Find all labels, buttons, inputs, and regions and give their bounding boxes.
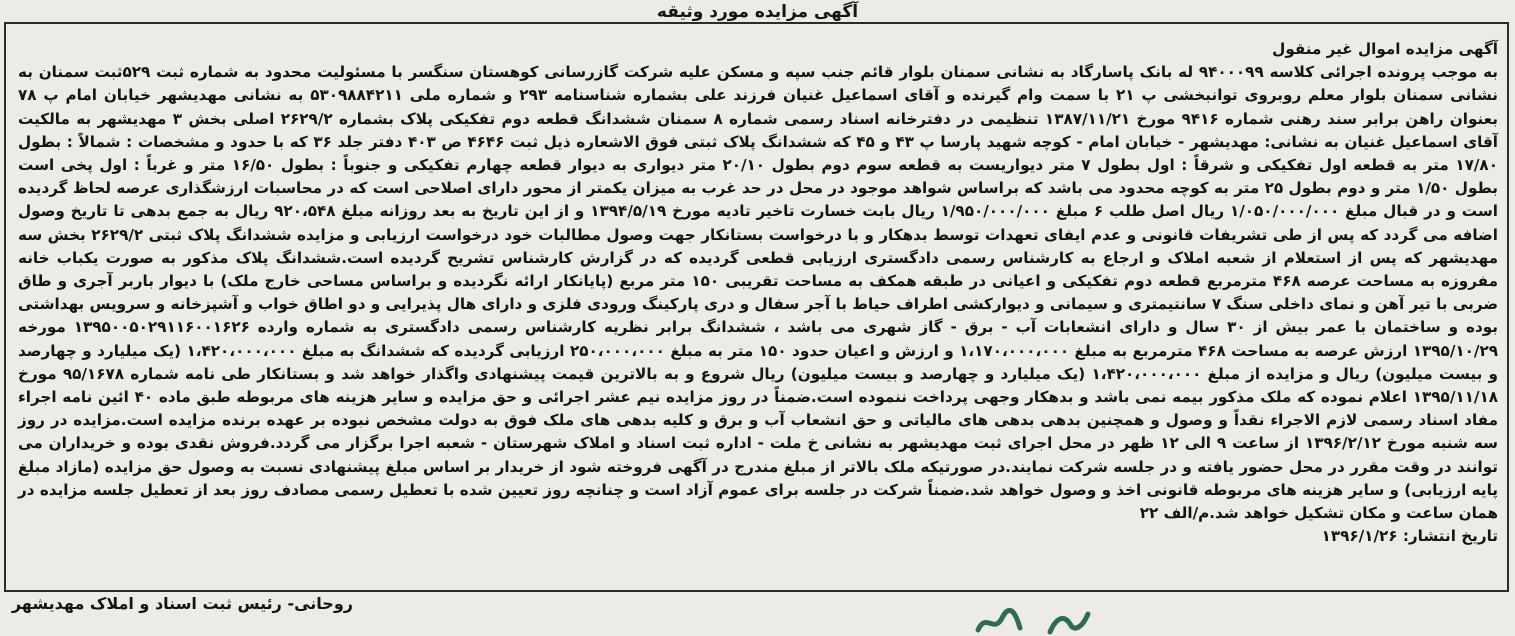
- notice-body: [18, 38, 1498, 548]
- signature-stamp-icon: [972, 604, 1112, 636]
- notice-paragraph: به موجب پرونده اجرائی کلاسه ۹۴۰۰۰۹۹ له بانک پاسارگاد به نشانی سمنان بلوار قائم جنب سپه و مسکن علیه شرکت گازرسانی کوهستان سنگسر با مسئولیت محدود به شماره ثبت ۵۲۹ثبت سمنان به نشانی سمنان بلوار معلم روبروی توانبخشی پ ۲۱ با سمت وام گیرنده و آقای اسماعیل غنیان فرزند علی بشماره شناسنامه ۲۹۳ و شماره ملی ۵۳۰۹۸۸۴۲۱۱ به نشانی مهدیشهر خیابان امام پ ۷۸ بعنوان راهن برابر سند رهنی شماره ۹۴۱۶ مورخ ۱۳۸۷/۱۱/۲۱ تنظیمی در دفترخانه اسناد رسمی شماره ۸ سمنان ششدانگ قطعه دوم تفکیکی پلاک بشماره ۲۶۲۹/۲ اصلی بخش ۳ مهدیشهر به مالکیت آقای اسماعیل غنیان به نشانی: مهدیشهر - خیابان امام - کوچه شهید پارسا پ ۴۳ و ۴۵ که ششدانگ پلاک ثبتی فوق الاشعاره ذیل ثبت ۴۶۴۶ ص ۴۰۳ دفتر جلد ۳۶ که با حدود و مشخصات : شمالاً : بطول ۱۷/۸۰ متر به قطعه اول تفکیکی و شرقاً : اول بطول ۷ متر دیواریست به قطعه سوم دوم بطول ۲۰/۱۰ متر دیواری به دیوار قطعه چهارم تفکیکی و جنوباً : بطول ۱۶/۵۰ متر و غرباً : اول پخی است بطول ۱/۵۰ متر و دوم بطول ۲۵ متر به کوچه محدود می باشد که براساس شواهد موجود در محل در حد غرب به میزان یکمتر از محور دارای اصلاحی است که در محاسبات ارزشگذاری عرصه لحاظ گردیده است و در قبال مبلغ ۱/۰۵۰/۰۰۰/۰۰۰ ریال اصل طلب ۶ مبلغ ۱/۹۵۰/۰۰۰/۰۰۰ ریال بابت خسارت تاخیر تادیه مورخ ۱۳۹۴/۵/۱۹ و از این تاریخ به بعد روزانه مبلغ ۹۲۰،۵۴۸ ریال به جمع بدهی تا تاریخ وصول اضافه می گردد که پس از طی تشریفات قانونی و عدم ایفای تعهدات توسط بدهکار و با درخواست بستانکار جهت وصول مطالبات خود درخواست ارزیابی و مزایده ششدانگ پلاک ثبتی ۲۶۲۹/۲ بخش سه مهدیشهر که پس از استعلام از شعبه املاک و ارجاع به کارشناس رسمی دادگستری ارزیابی قطعی گردیده که در گزارش کارشناس تشریح گردیده است.ششدانگ پلاک مذکور به صورت یکباب خانه مفروزه به مساحت عرصه ۴۶۸ مترمربع قطعه دوم تفکیکی و اعیانی در طبقه همکف به مساحت تقریبی ۱۵۰ متر مربع (پایانکار ارائه نگردیده و براساس مساحی خارج ملک) با دیوار باربر آجری و طاق ضربی با تیر آهن و نمای داخلی سنگ ۷ سانتیمتری و سیمانی و دیوارکشی اطراف حیاط با آجر سفال و دری پارکینگ ورودی فلزی و دارای هال پذیرایی و دو اطاق خواب و آشپزخانه و سرویس بهداشتی بوده و ساختمان با عمر بیش از ۳۰ سال و دارای انشعابات آب - برق - گاز شهری می باشد ، ششدانگ برابر نظریه کارشناس رسمی دادگستری به شماره وارده ۱۳۹۵۰۰۵۰۲۹۱۱۶۰۰۱۶۲۶ مورخه ۱۳۹۵/۱۰/۲۹ ارزش عرصه به مساحت ۴۶۸ مترمربع به مبلغ ۱،۱۷۰،۰۰۰،۰۰۰ و ارزش و اعیان حدود ۱۵۰ متر به مبلغ ۲۵۰،۰۰۰،۰۰۰ ارزیابی گردیده که ششدانگ به مبلغ ۱،۴۲۰،۰۰۰،۰۰۰ (یک میلیارد و چهارصد و بیست میلیون) ریال و مزایده از مبلغ ۱،۴۲۰،۰۰۰،۰۰۰ (یک میلیارد و چهارصد و بیست میلیون) ریال شروع و به بالاترین قیمت پیشنهادی واگذار خواهد شد و بستانکار طی نامه شماره ۹۵/۱۶۷۸ مورخ ۱۳۹۵/۱۱/۱۸ اعلام نموده که ملک مذکور بیمه نمی باشد و بدهکار وجهی پرداخت ننموده است.ضمناً در روز مزایده نیم عشر اجرائی و حق مزایده و سایر هزینه های مربوطه طبق ماده ۴۰ ائین نامه اجراء مفاد اسناد رسمی لازم الاجراء نقداً و وصول و همچنین بدهی بدهی های مالیاتی و حق انشعاب آب و برق و کلیه بدهی های ملک فوق به دولت مشخص نبوده بر عهده برنده مزایده است.مزایده در روز سه شنبه مورخ ۱۳۹۶/۲/۱۲ از ساعت ۹ الی ۱۲ ظهر در محل اجرای ثبت مهدیشهر به نشانی خ ملت - اداره ثبت اسناد و املاک شهرستان - شعبه اجرا برگزار می گردد.فروش نقدی بوده و خریداران می توانند در وقت مقرر در محل حضور یافته و در جلسه شرکت نمایند.در صورتیکه ملک بالاتر از مبلغ مندرج در آگهی فروخته شود از خریدار بر اساس مبلغ پیشنهادی نسبت به وصول حق مزایده (مازاد مبلغ پایه ارزیابی) و سایر هزینه های مربوطه قانونی اخذ و وصول خواهد شد.ضمناً شرکت در جلسه برای عموم آزاد است و چنانچه روز تعیین شده با تعطیل رسمی مصادف روز بعد از تعطیل جلسه مزایده در همان ساعت و مکان تشکیل خواهد شد.م/الف ۲۲: [18, 63, 1499, 523]
- publish-date: تاریخ انتشار: ۱۳۹۶/۱/۲۶: [1321, 527, 1498, 546]
- notice-subtitle: آگهی مزایده اموال غیر منقول: [1272, 40, 1498, 58]
- signature-line: روحانی- رئیس ثبت اسناد و املاک مهدیشهر: [11, 594, 353, 613]
- notice-title: آگهی مزایده مورد وثیقه: [656, 2, 859, 22]
